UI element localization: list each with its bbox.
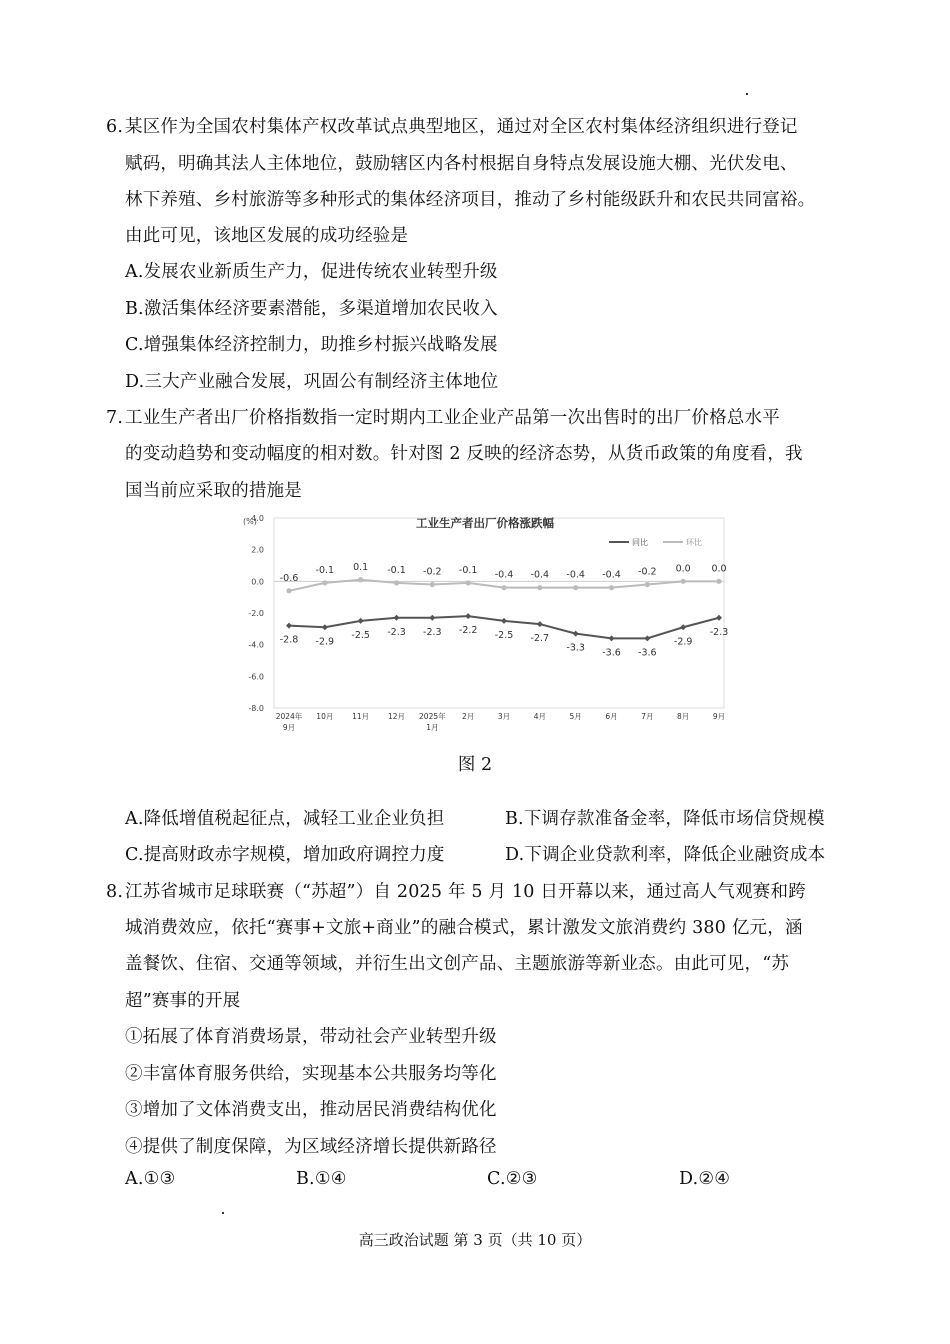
- scan-dot: [746, 93, 748, 95]
- q8-line-3: 盖餐饮、住宿、交通等领域，并衍生出文创产品、主题旅游等新业态。由此可见，“苏: [125, 954, 790, 974]
- q7-line-3: 国当前应采取的措施是: [125, 481, 302, 501]
- x-tick-label: 3月: [497, 712, 511, 721]
- data-label-yoy: -2.7: [530, 633, 550, 645]
- figure-caption: 图 2: [457, 755, 493, 775]
- q7-option-a: A.降低增值税起征点，减轻工业企业负担: [125, 809, 445, 829]
- chart-title: 工业生产者出厂价格涨跌幅: [416, 516, 554, 530]
- data-label-yoy: -2.9: [315, 636, 335, 648]
- q6-line-2: 赋码，明确其法人主体地位，鼓励辖区内各村根据自身特点发展设施大棚、光伏发电、: [125, 154, 798, 174]
- q6-stem-text: 某区作为全国农村集体产权改革试点典型地区，通过对全区农村集体经济组织进行登记: [125, 117, 798, 137]
- q6-line-4: 由此可见，该地区发展的成功经验是: [125, 226, 409, 246]
- q8-number: 8.: [106, 882, 124, 902]
- data-label-yoy: -2.9: [673, 636, 693, 648]
- data-point-mom: [430, 582, 435, 587]
- y-tick-label: 0.0: [251, 577, 264, 587]
- x-tick-label: 2024年: [275, 712, 303, 721]
- data-label-mom: -0.1: [315, 564, 335, 576]
- y-tick-label: 2.0: [251, 545, 264, 555]
- data-label-mom: -0.6: [279, 572, 299, 584]
- data-point-mom: [286, 588, 291, 593]
- q7-option-d: D.下调企业贷款利率，降低企业融资成本: [505, 845, 826, 865]
- data-point-mom: [716, 579, 721, 584]
- data-label-yoy: -2.3: [387, 626, 406, 638]
- q8-stem-text: 江苏省城市足球联赛（“苏超”）自 2025 年 5 月 10 日开幕以来，通过高人气观赛和跨: [125, 882, 806, 902]
- q7-stem-text: 工业生产者出厂价格指数指一定时期内工业企业产品第一次出售时的出厂价格总水平: [125, 408, 780, 428]
- q6-option-a: A.发展农业新质生产力，促进传统农业转型升级: [125, 262, 498, 282]
- q7-number: 7.: [106, 408, 124, 428]
- x-tick-label: 10月: [316, 712, 334, 721]
- y-tick-label: -2.0: [248, 609, 264, 618]
- data-point-mom: [537, 585, 542, 590]
- data-label-yoy: -2.5: [494, 629, 514, 641]
- x-tick-label: 9月: [712, 712, 726, 721]
- y-tick-label: 4.0: [251, 514, 264, 523]
- data-label-mom: -0.1: [387, 564, 406, 576]
- data-label-mom: -0.4: [602, 569, 621, 581]
- x-tick-label: 1月: [426, 723, 439, 732]
- data-label-mom: -0.4: [494, 569, 514, 581]
- data-label-mom: -0.2: [638, 566, 657, 578]
- page-footer: 高三政治试题 第 3 页（共 10 页）: [358, 1231, 592, 1249]
- data-label-yoy: -2.5: [351, 629, 370, 641]
- q8-line-4: 超”赛事的开展: [125, 991, 241, 1011]
- q7-line-1: [106, 404, 780, 429]
- y-tick-label: -6.0: [248, 672, 264, 682]
- q6-number: 6.: [106, 117, 124, 137]
- data-label-yoy: -3.6: [638, 647, 657, 659]
- q8-line-2: 城消费效应，依托“赛事+文旅+商业”的融合模式，累计激发文旅消费约 380 亿元，涵: [125, 918, 803, 938]
- q8-choice-d: D.②④: [679, 1169, 731, 1189]
- q8-choice-b: B.①④: [296, 1169, 347, 1189]
- legend-label-mom: 环比: [686, 538, 702, 547]
- y-tick-label: -8.0: [248, 704, 264, 713]
- q6-line-3: 林下养殖、乡村旅游等多种形式的集体经济项目，推动了乡村能级跃升和农民共同富裕。: [125, 190, 816, 210]
- q8-choice-a: A.①③: [125, 1169, 176, 1189]
- data-point-mom: [394, 580, 399, 585]
- x-tick-label: 2月: [462, 712, 475, 721]
- q8-line-1: [106, 878, 806, 903]
- x-axis: [276, 711, 725, 732]
- x-tick-label: 4月: [533, 712, 546, 721]
- q6-option-d: D.三大产业融合发展，巩固公有制经济主体地位: [125, 372, 499, 392]
- data-label-mom: -0.4: [566, 569, 585, 581]
- q7-option-c: C.提高财政赤字规模，增加政府调控力度: [125, 845, 445, 865]
- x-tick-label: 12月: [387, 712, 406, 721]
- scan-dot: [222, 1212, 224, 1214]
- q8-statement-1: ①拓展了体育消费场景，带动社会产业转型升级: [125, 1027, 497, 1047]
- data-label-mom: -0.1: [458, 564, 478, 576]
- q6-line-1: [106, 113, 798, 138]
- q7-line-2: 的变动趋势和变动幅度的相对数。针对图 2 反映的经济态势，从货币政策的角度看，我: [125, 444, 803, 464]
- legend-label-yoy: 同比: [632, 538, 648, 547]
- x-tick-label: 8月: [677, 712, 690, 721]
- q8-statement-3: ③增加了文体消费支出，推动居民消费结构优化: [125, 1100, 497, 1120]
- data-point-mom: [681, 579, 686, 584]
- data-label-mom: 0.1: [353, 561, 369, 573]
- data-point-mom: [501, 585, 506, 590]
- data-label-yoy: -2.8: [279, 634, 299, 646]
- q7-option-b: B.下调存款准备金率，降低市场信贷规模: [505, 809, 825, 829]
- data-label-mom: -0.4: [530, 569, 550, 581]
- ppi-line-chart: [240, 510, 730, 745]
- q8-statement-4: ④提供了制度保障，为区域经济增长提供新路径: [125, 1137, 497, 1157]
- x-tick-label: 6月: [605, 712, 618, 721]
- q8-choice-c: C.②③: [487, 1169, 538, 1189]
- data-label-yoy: -2.3: [423, 626, 442, 638]
- x-tick-label: 7月: [641, 712, 654, 721]
- x-tick-label: 2025年: [419, 712, 446, 721]
- q6-option-b: B.激活集体经济要素潜能，多渠道增加农民收入: [125, 299, 498, 319]
- data-label-yoy: -3.6: [602, 647, 621, 659]
- q8-statement-2: ②丰富体育服务供给，实现基本公共服务均等化: [125, 1064, 497, 1084]
- data-label-mom: 0.0: [675, 563, 691, 575]
- data-label-mom: 0.0: [711, 563, 727, 575]
- data-label-yoy: -2.3: [709, 626, 729, 638]
- y-tick-label: -4.0: [248, 640, 264, 650]
- data-point-mom: [573, 585, 578, 590]
- x-tick-label: 5月: [569, 712, 582, 721]
- data-point-mom: [322, 580, 327, 585]
- data-point-mom: [609, 585, 614, 590]
- unit-label: (%): [243, 517, 257, 526]
- x-tick-label: 11月: [352, 712, 370, 721]
- data-label-yoy: -3.3: [566, 642, 585, 654]
- x-tick-label: 9月: [282, 723, 296, 732]
- q6-option-c: C.增强集体经济控制力，助推乡村振兴战略发展: [125, 335, 498, 355]
- data-point-mom: [466, 580, 471, 585]
- plot-area: [274, 518, 727, 708]
- data-point-mom: [645, 582, 650, 587]
- data-point-mom: [358, 577, 363, 582]
- data-label-yoy: -2.2: [458, 625, 478, 637]
- data-label-mom: -0.2: [423, 566, 442, 578]
